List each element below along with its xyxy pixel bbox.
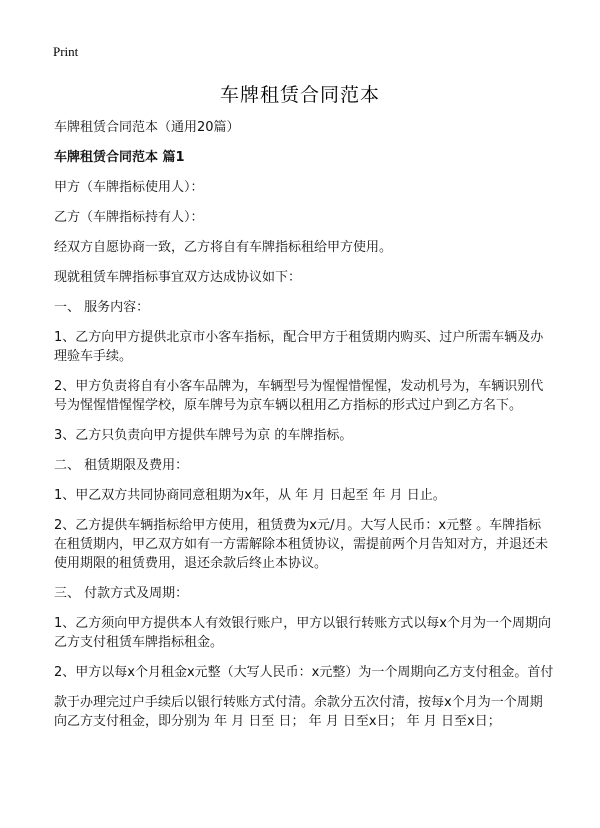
section-term-fee: 二、 租赁期限及费用： (54, 458, 189, 473)
clause-1-3: 3、乙方只负责向甲方提供车牌号为京 的车牌指标。 (54, 428, 353, 443)
clause-1-2: 2、甲方负责将自有小客车品牌为，车辆型号为惺惺惜惺惺，发动机号为，车辆识别代号为惺惺惜惺惺学校，原车牌号为京车辆以租用乙方指标的形式过户到乙方名下。 (54, 379, 544, 413)
document-subtitle: 车牌租赁合同范本（通用20篇） (54, 120, 240, 135)
print-link[interactable]: Print (53, 44, 79, 59)
agreement-intro: 经双方自愿协商一致，乙方将自有车牌指标租给甲方使用。 (54, 240, 393, 255)
clause-2-1: 1、甲乙双方共同协商同意租期为x年，从 年 月 日起至 年 月 日止。 (54, 488, 446, 503)
clause-1-1: 1、乙方向甲方提供北京市小客车指标，配合甲方于租赁期内购买、过户所需车辆及办理验车手续。 (54, 330, 544, 364)
agreement-lead: 现就租赁车牌指标事宜双方达成协议如下： (54, 270, 302, 285)
document-title: 车牌租赁合同范本 (219, 84, 380, 106)
party-b-line: 乙方（车牌指标持有人）： (54, 210, 204, 225)
document-body (54, 118, 554, 742)
clause-3-1: 1、乙方须向甲方提供本人有效银行账户，甲方以银行转账方式以每x个月为一个周期向乙方支付租赁车牌指标租金。 (54, 616, 551, 650)
section-payment: 三、 付款方式及周期： (54, 586, 189, 601)
clause-3-2: 2、甲方以每x个月租金x元整（大写人民币：x元整）为一个周期向乙方支付租金。首付 (54, 665, 554, 680)
section-service: 一、 服务内容： (54, 300, 150, 315)
clause-2-2: 2、乙方提供车辆指标给甲方使用，租赁费为x元/月。大写人民币：x元整 。车牌指标在租赁期内，甲乙双方如有一方需解除本租赁协议，需提前两个月告知对方，并退还未使用期限的租赁费用，退还余款后终止本协议。 (54, 518, 549, 571)
clause-3-2-continued: 款于办理完过户手续后以银行转账方式付清。余款分五次付清，按每x个月为一个周期向乙方支付租金，即分别为 年 月 日至 日； 年 月 日至x日； 年 月 日至x日； (54, 695, 543, 729)
section-heading: 车牌租赁合同范本 篇1 (54, 150, 185, 165)
party-a-line: 甲方（车牌指标使用人）： (54, 180, 204, 195)
